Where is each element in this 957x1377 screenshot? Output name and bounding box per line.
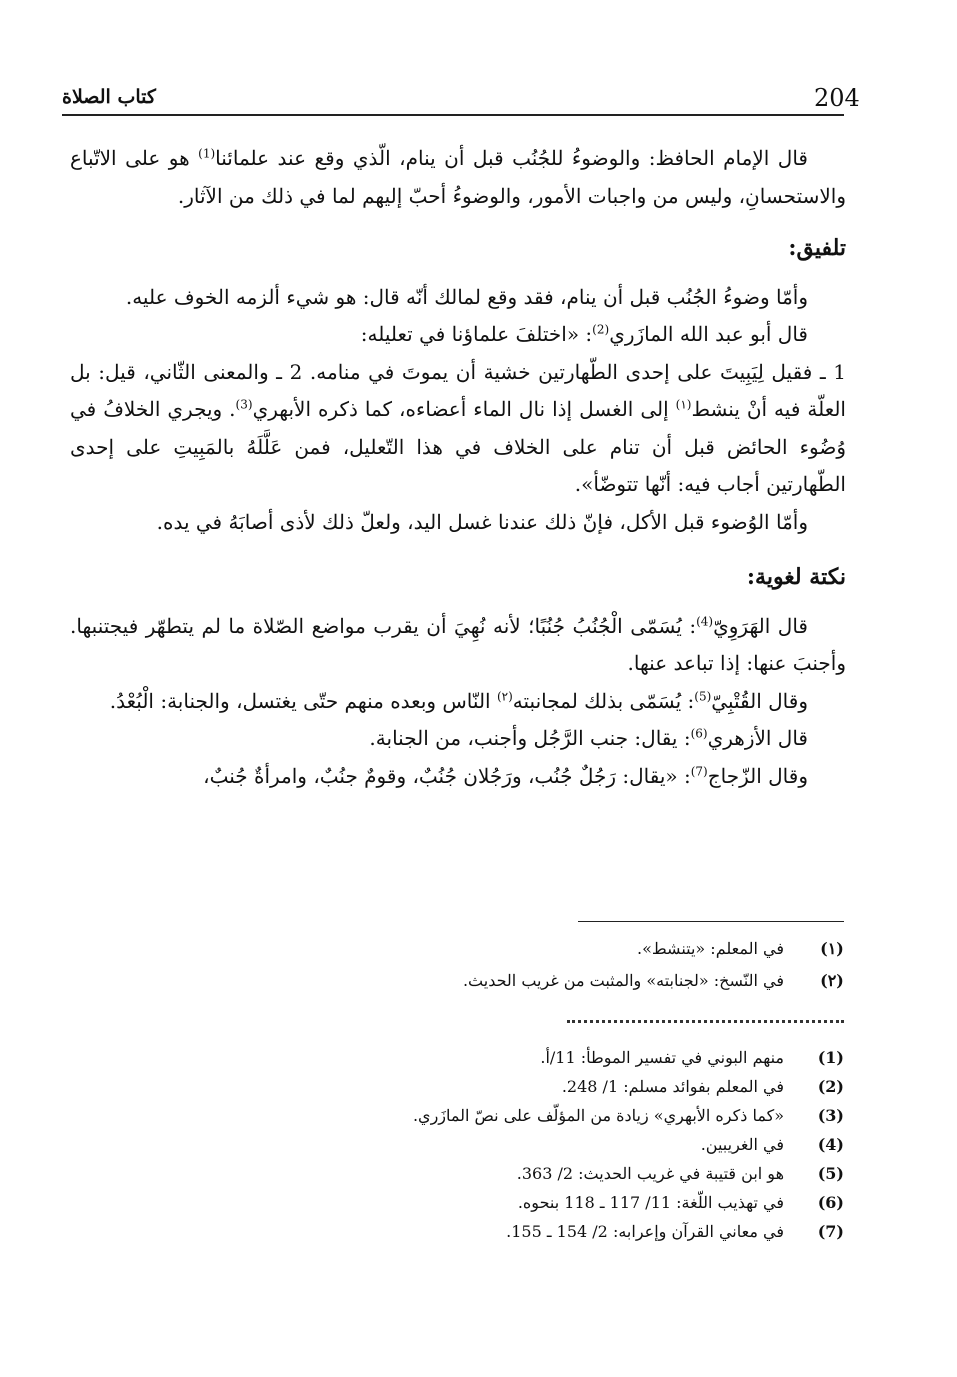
variant-note-text: في المعلم: «يتنشط».	[636, 939, 784, 958]
footnote-number: (2)	[817, 1077, 844, 1096]
variant-note-number: (١)	[820, 939, 844, 958]
footnote	[70, 1072, 844, 1101]
dotted-separator	[567, 1020, 844, 1023]
variant-notes	[70, 933, 844, 997]
footnote-text: في معاني القرآن وإعرابه: 2/ 154 ـ 155.	[506, 1222, 784, 1241]
header-rule	[62, 114, 844, 116]
footnote-number: (5)	[817, 1164, 844, 1183]
footnote	[70, 1130, 844, 1159]
footnote-text: منهم البوني في تفسير الموطأ: 11/أ.	[540, 1048, 784, 1067]
footnote	[70, 1188, 844, 1217]
footnote-text: في تهذيب اللّغة: 11/ 117 ـ 118 بنحوه.	[517, 1193, 784, 1212]
footnote	[70, 1159, 844, 1188]
footnote-ref: (1)	[198, 146, 216, 161]
footnote-number: (3)	[817, 1106, 844, 1125]
paragraph-5: وأمّا الوُضوء قبل الأكل، فإنّ ذلك عندنا غسل اليد، ولعلّ ذلك لأذى أصابَهُ في يده.	[156, 509, 808, 534]
footnote-text: «كما ذكره الأبهري» زيادة من المؤلّف على نصّ المازَري.	[412, 1106, 784, 1125]
footnote-ref: (7)	[690, 763, 708, 778]
paragraph-7: وقال القُتْبِيّ$^{(5)}$: يُسَمّى بذلك لمجانبته$^{(٢)}$ النّاس وبعده منهم حتّى يغتسل، والجنابة: الْبُعْدُ.	[109, 688, 808, 713]
variant-ref: (٢)	[496, 688, 513, 703]
footnote-number: (6)	[817, 1193, 844, 1212]
footnote	[70, 1217, 844, 1246]
footnote-text: هو ابن قتيبة في غريب الحديث: 2/ 363.	[516, 1164, 784, 1183]
footnotes	[70, 1043, 844, 1246]
footnote-ref: (3)	[235, 397, 253, 412]
paragraph-3: قال أبو عبد الله المازَري$^{(2)}$: «اختلفَ علماؤنا في تعليله:	[360, 322, 808, 346]
paragraph-9: وقال الزّجاج$^{(7)}$: «يقال: رَجُلٌ جُنُب، ورَجُلان جُنُبٌ، وقومٌ جنُبٌ، وامرأةٌ جُنبٌ،	[203, 763, 808, 788]
footnote	[70, 1043, 844, 1072]
page-header	[62, 84, 860, 120]
heading-nukta: نكتة لغوية:	[746, 564, 846, 590]
footnote-number: (4)	[817, 1135, 844, 1154]
footnote-ref: (5)	[694, 688, 712, 703]
variant-ref: (١)	[675, 397, 692, 412]
footnote-number: (7)	[817, 1222, 844, 1241]
footnote	[70, 1101, 844, 1130]
variant-note	[70, 965, 844, 997]
main-text	[70, 140, 846, 795]
paragraph-6: قال الهَرَوِيّ$^{(4)}$: يُسَمّى الْجُنُبُ جُنُبًا؛ لأنه نُهِيَ أن يقرب مواضع الصّلاة ما لم يتطهّر فيجتنبها. وأجنبَ عنها: إذا تباعد عنها.	[70, 613, 846, 675]
footnote-number: (1)	[817, 1048, 844, 1067]
footnote-text: في المعلم بفوائد مسلم: 1/ 248.	[561, 1077, 784, 1096]
variant-note-number: (٢)	[820, 971, 844, 990]
variant-note	[70, 933, 844, 965]
paragraph-2: وأمّا وضوءُ الجُنُب قبل أن ينام، فقد وقع لمالك أنّه قال: هو شيء ألزمه الخوف عليه.	[125, 284, 808, 309]
running-title: كتاب الصلاة	[62, 86, 156, 108]
footnote-ref: (6)	[690, 726, 708, 741]
page-number: 204	[814, 84, 860, 112]
footnote-rule	[578, 921, 844, 922]
paragraph-4: 1 ـ فقيل لِيَبِيتَ على إحدى الطّهارتين خشية أن يموتَ في منامه. 2 ـ والمعنى الثّاني، قيل: بل العلّة فيه أنْ ينشط$^{(١)}$ إلى الغسل إذا نال الماء أعضاءه، كما ذكره الأبهري$^{(3)}$. ويجري الخلافُ في وُضُوء الحائض قبل أن تنام على الخلاف في هذا التّعليل، فمن عَلَّلَهُ بالمَبِيتِ على إحدى الطّهارتين أجاب فيه: أنّها تتوضّأ».	[70, 359, 846, 496]
variant-note-text: في النّسخ: «لجنابته» والمثبت من غريب الحديث.	[462, 971, 784, 990]
footnote-ref: (2)	[592, 322, 610, 337]
heading-talfiq: تلفيق:	[788, 235, 846, 261]
paragraph-8: قال الأزهري$^{(6)}$: يقال: جنب الرَّجُل وأجنب، من الجنابة.	[369, 726, 808, 750]
footnote-text: في الغريبين.	[700, 1135, 784, 1154]
footnote-ref: (4)	[696, 613, 714, 628]
paragraph-1: قال الإمام الحافظ: والوضوءُ للجُنُب قبل أن ينام، الّذي وقع عند علمائنا$^{(1)}$ هو على الاتّباع والاستحسانِ، وليس من واجبات الأمور، والوضوءُ أحبّ إليهم لما في ذلك من الآثار.	[70, 146, 846, 208]
